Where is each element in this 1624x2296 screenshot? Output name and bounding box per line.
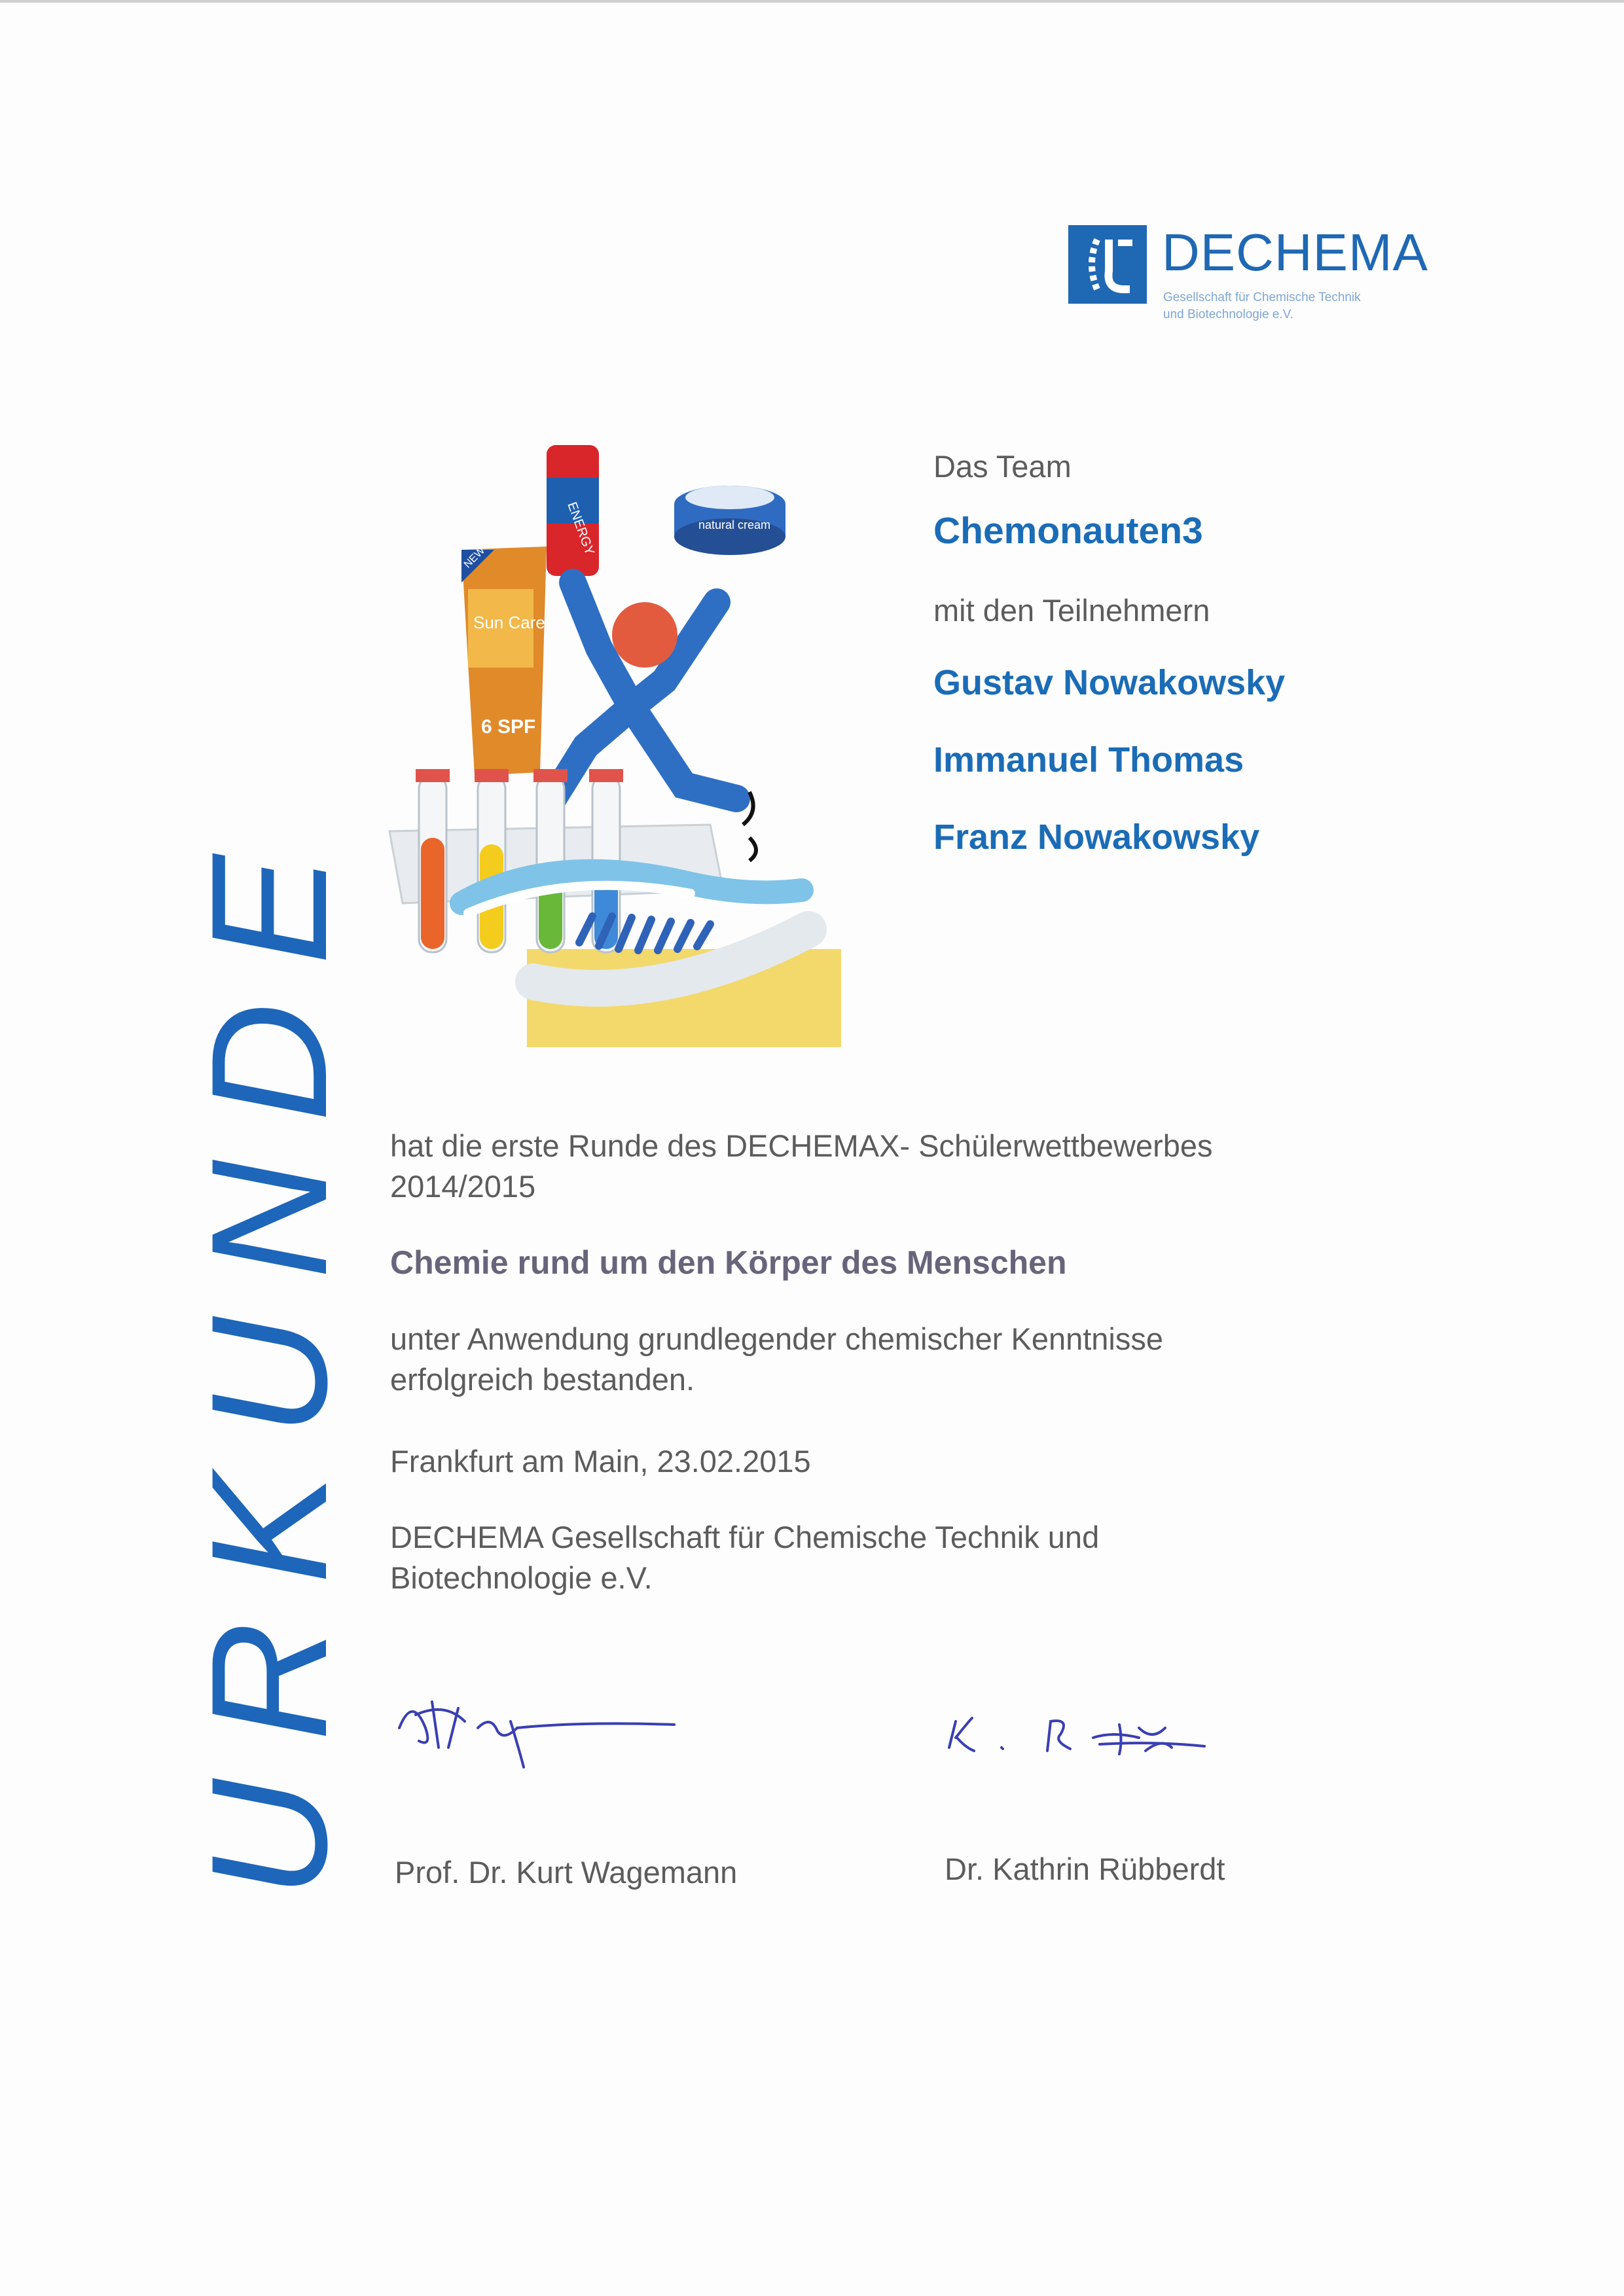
competition-year: 2014/2015 xyxy=(390,1169,536,1204)
achievement-line: hat die erste Runde des DECHEMAX- Schülerwettbewerbes xyxy=(390,1128,1213,1163)
organization-subtitle-line2: und Biotechnologie e.V. xyxy=(1163,308,1293,321)
certificate-title xyxy=(177,655,361,1898)
result-line: erfolgreich bestanden. xyxy=(390,1362,695,1397)
chemistry-illustration xyxy=(383,432,841,1047)
organization-subtitle xyxy=(1163,289,1438,323)
team-name: Chemonauten3 xyxy=(933,510,1203,552)
issuer-text xyxy=(390,1517,1372,1598)
member-name: Gustav Nowakowsky xyxy=(933,663,1286,702)
achievement-text xyxy=(390,1126,1372,1207)
sun-care-label: Sun Care xyxy=(473,613,545,632)
result-line: unter Anwendung grundlegender chemischer Kenntnisse xyxy=(390,1321,1164,1356)
organization-name: DECHEMA xyxy=(1162,223,1429,281)
scan-edge xyxy=(0,0,1624,3)
dechema-logo xyxy=(1068,217,1435,342)
certificate-title-text: URKUNDE xyxy=(177,816,361,1898)
signatory-name: Dr. Kathrin Rübberdt xyxy=(945,1852,1225,1886)
place-date: Frankfurt am Main, 23.02.2015 xyxy=(390,1444,811,1479)
organization-subtitle-line1: Gesellschaft für Chemische Technik xyxy=(1163,291,1361,304)
spf-label: 6 SPF xyxy=(481,716,536,738)
member-name: Franz Nowakowsky xyxy=(933,817,1260,857)
team-label: Das Team xyxy=(933,449,1072,484)
issuer-line: DECHEMA Gesellschaft für Chemische Technik und xyxy=(390,1520,1100,1554)
signature-wagemann xyxy=(386,1676,687,1780)
signatory-name: Prof. Dr. Kurt Wagemann xyxy=(395,1855,738,1890)
competition-topic: Chemie rund um den Körper des Menschen xyxy=(390,1244,1067,1281)
new-badge-label: NEW xyxy=(461,545,488,571)
energy-label: ENERGY xyxy=(564,500,597,558)
member-name: Immanuel Thomas xyxy=(933,740,1244,780)
signature-ruebberdt xyxy=(943,1702,1231,1774)
members-label: mit den Teilnehmern xyxy=(933,593,1210,628)
dechema-logo-icon xyxy=(1068,225,1147,304)
result-text xyxy=(390,1319,1372,1400)
issuer-line: Biotechnologie e.V. xyxy=(390,1560,653,1595)
natural-cream-label: natural cream xyxy=(698,518,771,531)
